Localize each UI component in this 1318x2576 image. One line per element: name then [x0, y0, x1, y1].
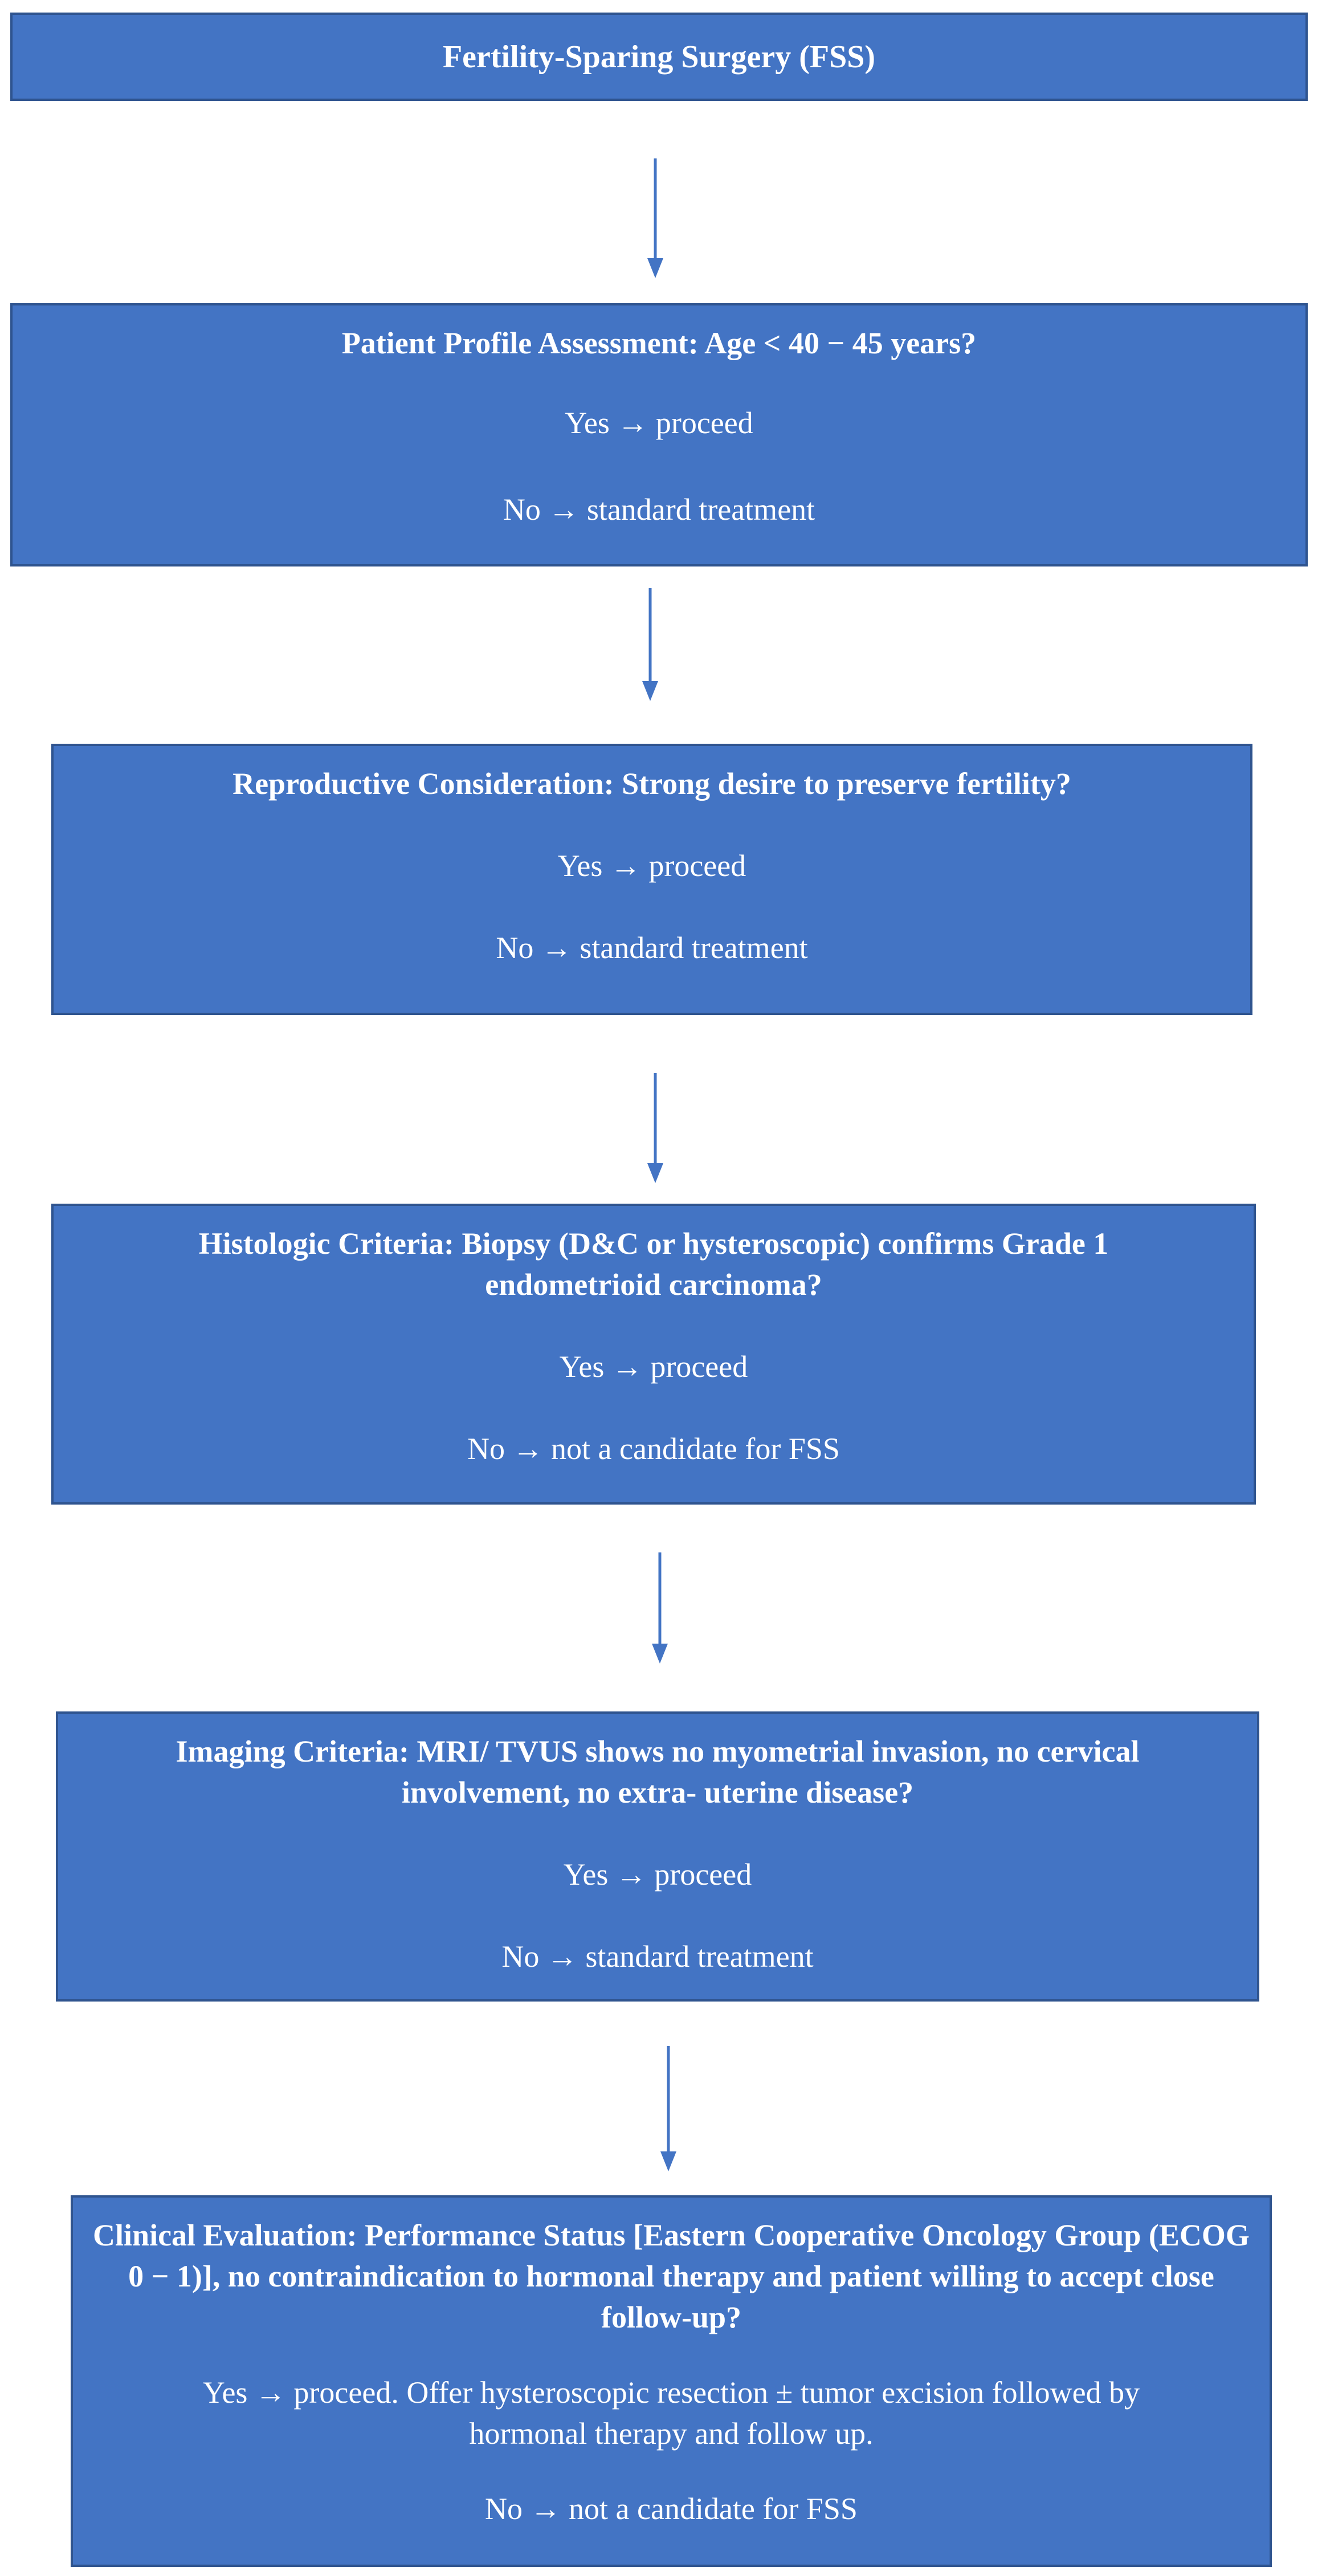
step-question: Reproductive Consideration: Strong desire to preserve fertility? [232, 767, 1071, 801]
step-imaging-criteria [56, 1711, 1259, 2002]
step-yes-option: Yes → proceed [563, 1857, 752, 1892]
step-question: Clinical Evaluation: Performance Status [Eastern Cooperative Oncology Group (ECOG 0 − 1)], no contraindication to hormonal therapy and patient willing to accept close follow-up? [93, 2218, 1250, 2334]
step-question: Patient Profile Assessment: Age < 40 − 45 years? [341, 326, 977, 360]
step-question: Histologic Criteria: Biopsy (D&C or hysteroscopic) confirms Grade 1 endometrioid carcinoma? [198, 1226, 1109, 1302]
step-no-option: No → not a candidate for FSS [485, 2492, 858, 2526]
step-no-option: No → standard treatment [496, 931, 808, 965]
step-no-option: No → standard treatment [503, 492, 815, 527]
step-histologic-criteria [51, 1204, 1256, 1505]
step-yes-option: Yes → proceed [559, 1350, 748, 1384]
step-no-option: No → standard treatment [501, 1939, 814, 1974]
title-box [10, 13, 1308, 101]
step-no-option: No → not a candidate for FSS [467, 1432, 840, 1466]
step-patient-profile [10, 303, 1308, 566]
step-yes-option: Yes → proceed. Offer hysteroscopic resection ± tumor excision followed by hormonal therapy and follow up. [202, 2375, 1140, 2451]
step-clinical-evaluation [71, 2195, 1272, 2567]
step-yes-option: Yes → proceed [565, 406, 753, 440]
flowchart-title: Fertility-Sparing Surgery (FSS) [442, 39, 876, 75]
step-yes-option: Yes → proceed [557, 849, 746, 883]
step-reproductive-consideration [51, 744, 1252, 1015]
step-question: Imaging Criteria: MRI/ TVUS shows no myometrial invasion, no cervical involvement, no extra- uterine disease? [176, 1734, 1140, 1809]
